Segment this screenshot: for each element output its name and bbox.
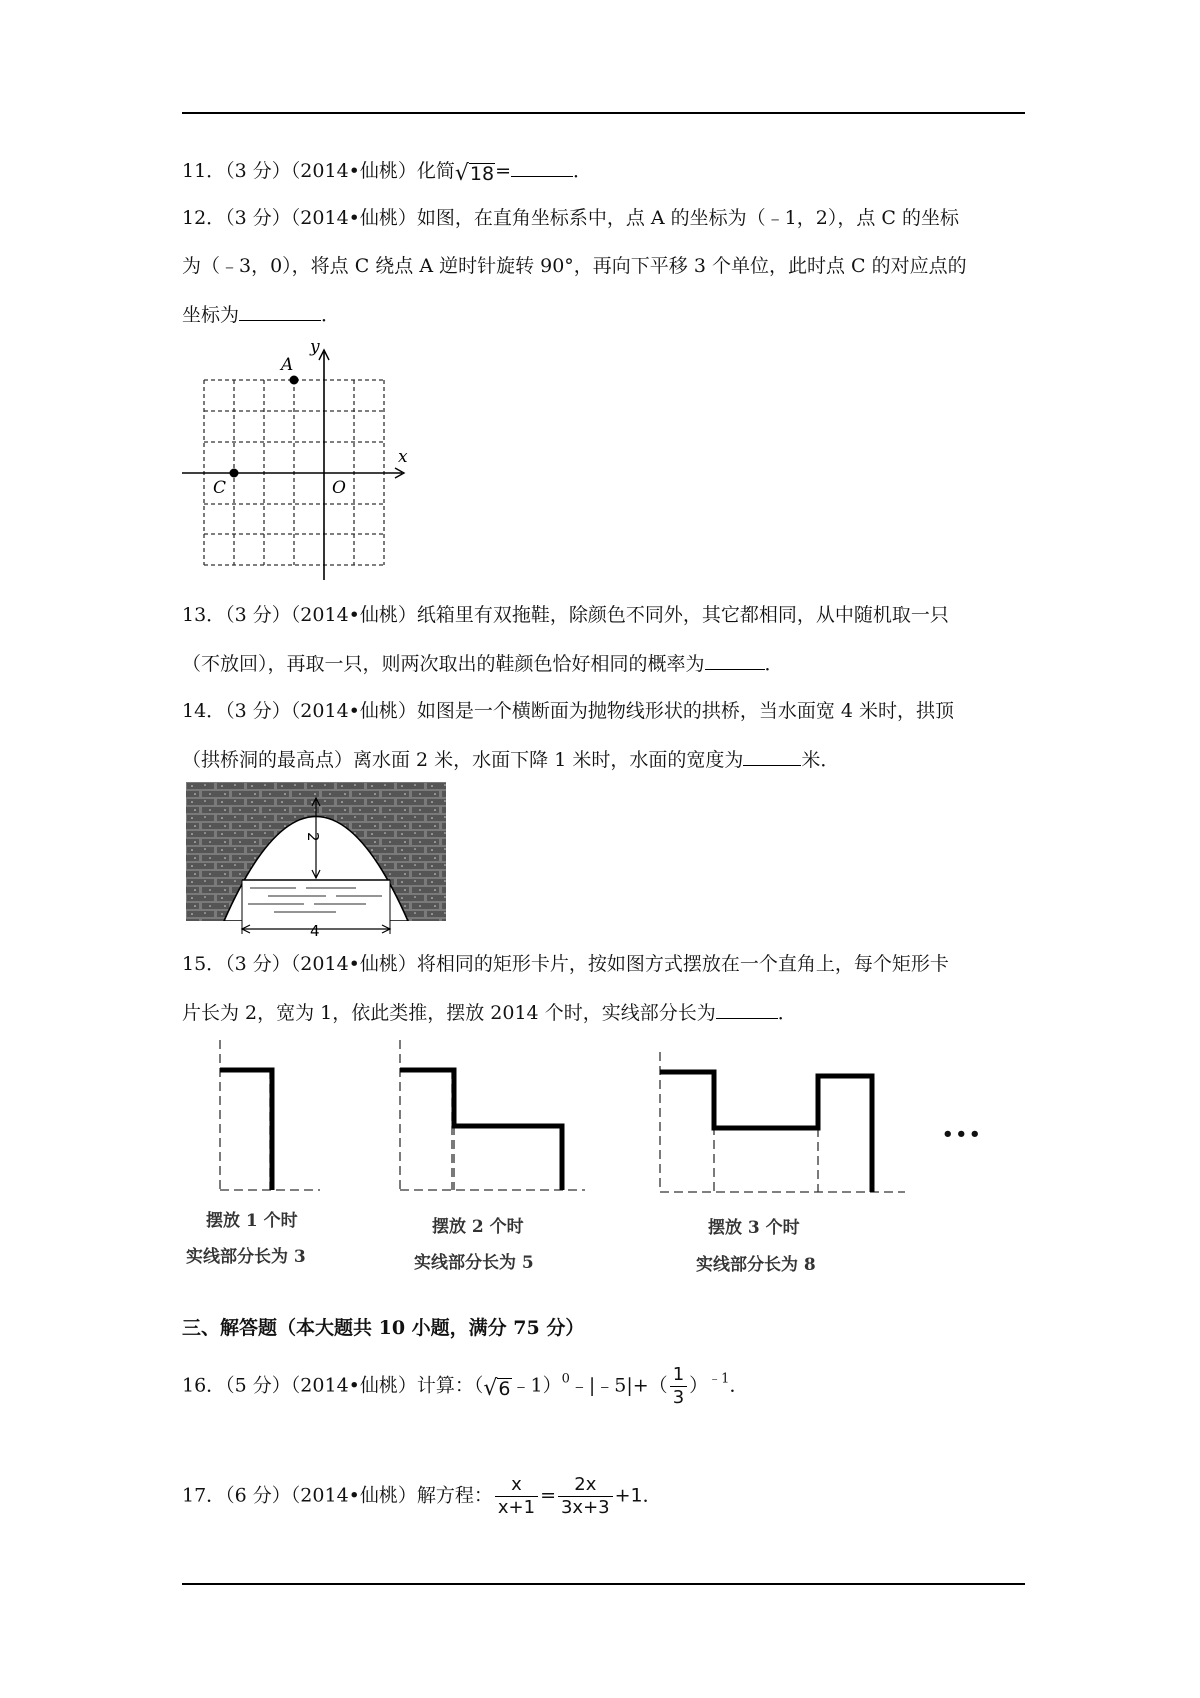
plus-one: +1 [614,1484,643,1507]
question-14-line-2 [182,747,839,772]
label-x: x [398,447,408,467]
figure-2-caption-2: 实线部分长为 5 [414,1253,534,1273]
question-15-line-2 [182,1000,797,1025]
period: ． [764,653,784,675]
solid-outline [660,1072,872,1192]
question-13-line-2 [182,651,784,676]
equals-sign: = [540,1484,556,1507]
fraction-one-third [670,1364,687,1409]
radicand: 6 [498,1377,511,1400]
answer-blank[interactable] [716,1000,778,1019]
figure-1-caption-1: 摆放 1 个时 [206,1211,298,1231]
question-12-line-2: 为（﹣3，0），将点 C 绕点 A 逆时针旋转 90°，再向下平移 3 个单位，此时点 C 的对应点的 [182,255,967,277]
question-12-line-3 [182,302,340,327]
fraction-x-over-x-plus-1 [495,1474,538,1519]
q14-text: （拱桥洞的最高点）离水面 2 米，水面下降 1 米时，水面的宽度为 [182,749,744,771]
numerator: 1 [670,1364,687,1387]
label-A: A [281,355,294,375]
period: ． [642,1484,662,1507]
question-14-line-1: 14．（3 分）（2014•仙桃）如图是一个横断面为抛物线形状的拱桥，当水面宽 4 米时，拱顶 [182,700,955,722]
question-17 [182,1474,662,1524]
figure-1-caption-2: 实线部分长为 3 [186,1247,306,1267]
height-label: 2 [304,832,322,842]
answer-blank[interactable] [705,651,765,670]
numerator: x [495,1474,538,1497]
close-paren: ） [689,1374,709,1397]
footer-rule [182,1583,1025,1585]
minus-one: ﹣1） [511,1374,562,1397]
numerator: 2x [558,1474,613,1497]
figure-3-caption-1: 摆放 3 个时 [708,1218,800,1238]
arch-bridge-figure [186,782,446,938]
question-13-line-1: 13．（3 分）（2014•仙桃）纸箱里有双拖鞋，除颜色不同外，其它都相同，从中随机取一只 [182,604,949,626]
question-12-line-1: 12．（3 分）（2014•仙桃）如图，在直角坐标系中，点 A 的坐标为（﹣1，2），点 C 的坐标 [182,207,959,229]
card-figure-2 [390,1040,600,1273]
section-3-title: 三、解答题（本大题共 10 小题，满分 75 分） [182,1317,585,1339]
card-figure-3 [650,1040,910,1275]
abs-term: ﹣|﹣5|+（ [569,1374,668,1397]
period: ． [573,160,593,182]
equals-sign: = [495,160,512,182]
width-label: 4 [310,922,320,940]
solid-outline [400,1070,562,1190]
point-C [230,469,239,478]
point-A [290,376,299,385]
denominator: 3x+3 [560,1497,610,1518]
q15-text: 片长为 2，宽为 1，依此类推，摆放 2014 个时，实线部分长为 [182,1002,716,1024]
period: ． [321,304,341,326]
answer-blank[interactable] [239,302,321,321]
unit-meter: 米． [801,749,840,771]
label-y: y [310,337,320,357]
period: ． [729,1374,749,1397]
answer-blank[interactable] [511,158,573,177]
coordinate-grid-figure [180,337,408,580]
figure-3-caption-2: 实线部分长为 8 [696,1255,816,1275]
solid-outline [220,1070,272,1190]
denominator: x+1 [497,1497,536,1518]
q11-text: 11．（3 分）（2014•仙桃）化简 [182,160,455,182]
header-rule [182,112,1025,114]
q13-text: （不放回），再取一只，则两次取出的鞋颜色恰好相同的概率为 [182,653,705,675]
radicand: 18 [469,163,495,185]
label-C: C [213,478,227,498]
q16-text: 16．（5 分）（2014•仙桃）计算：（ [182,1374,484,1397]
card-figure-1 [180,1040,340,1267]
period: ． [777,1002,797,1024]
q12-text: 坐标为 [182,304,240,326]
figure-2-caption-1: 摆放 2 个时 [432,1217,524,1237]
denominator: 3 [672,1387,685,1408]
exponent-neg-one: ﹣1 [708,1371,730,1387]
question-11 [182,158,592,186]
fraction-2x-over-3x-plus-3 [558,1474,613,1519]
question-16 [182,1364,749,1408]
ellipsis: ••• [942,1124,983,1145]
sqrt-18: √18 [454,161,495,186]
water-area [242,880,390,921]
label-O: O [332,478,346,498]
sqrt-6: √6 [483,1375,511,1401]
answer-blank[interactable] [743,747,801,766]
q17-text: 17．（6 分）（2014•仙桃）解方程： [182,1484,493,1507]
question-15-line-1: 15．（3 分）（2014•仙桃）将相同的矩形卡片，按如图方式摆放在一个直角上，每个矩形卡 [182,953,949,975]
exponent-zero: 0 [561,1371,570,1387]
